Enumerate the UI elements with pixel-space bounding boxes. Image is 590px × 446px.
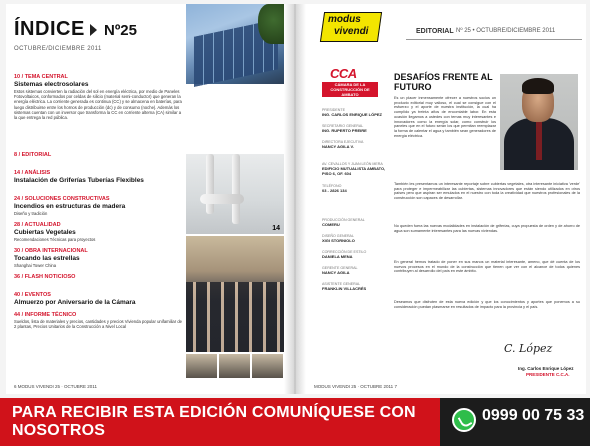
toc-entry: 40 / EVENTOS Almuerzo por Aniversario de la Cámara <box>14 292 136 306</box>
cta-text: PARA RECIBIR ESTA EDICIÓN COMUNÍQUESE CON NOSOTROS <box>12 404 416 439</box>
cca-logo: CCA CÁMARA DE LA CONSTRUCCIÓN DE AMBATO <box>322 66 378 100</box>
page-footer: MODUS VIVENDI 25 · OCTUBRE 2011 7 <box>314 384 397 389</box>
staff-entry: ASISTENTE GENERAL FRANKLIN VILLACRÉS <box>322 282 367 292</box>
staff-entry: DIRECTORA EJECUTIVA NANCY AGILA V. <box>322 140 364 150</box>
event-group-photo <box>186 236 284 352</box>
signature: C. López <box>504 342 553 355</box>
staff-entry: DISEÑO GENERAL XIGI STORNIOLO <box>322 234 355 244</box>
signer-role: PRESIDENTE C.C.A. <box>526 372 570 377</box>
divider <box>406 39 582 40</box>
issue-number: Nº25 <box>104 22 137 39</box>
article-paragraph: Deseamos que disfruten de esta nueva edición y que los conocimientos y aportes que ponemos a su consideración puedan plasmarse en resultados de impacto para la provincia y el país. <box>394 300 580 309</box>
editorial-page <box>306 4 586 394</box>
page-gutter <box>284 4 306 394</box>
staff-entry: SECRETARIO GENERAL ING. RUPERTO PREIRE <box>322 124 367 134</box>
article-paragraph: No queden fuera las nuevas modalidades en instalación de griferías, cuya propuesta de orden y de ahorro de agua son sumamente interesantes para las nuevas viviendas. <box>394 224 580 233</box>
article-paragraph: También les presentamos un interesante reportaje sobre cubiertas vegetales, otra interesante iniciativa 'verde' para proteger e impermeabilizar las cubiertas, sistemas innovadores que están siendo utilizados en otros países pero que aspiran ser emulados en el nuestro con toda la creatividad que nuestros profesionales de la construcción son capaces de desarrollar. <box>394 182 580 201</box>
event-thumb-photo <box>186 354 217 378</box>
toc-entry: 44 / INFORME TÉCNICO Sueldos, lista de materiales y precios, cantidades y precios Vivienda popular unifamiliar de 2 plantas, Precios Unitarios de la Construcción a Nivel Local <box>14 312 182 330</box>
modus-vivendi-logo: modus vivendi <box>322 12 380 42</box>
staff-entry: PRODUCCIÓN GENERAL COMERU <box>322 218 365 228</box>
solar-panels-photo <box>186 4 284 84</box>
phone-number[interactable]: 0999 00 75 33 <box>482 407 585 424</box>
staff-entry: CORRECCIÓN DE ESTILO DANIELA MENA <box>322 250 367 260</box>
staff-entry: TELÉFONO 03 - 2826 134 <box>322 184 347 194</box>
index-page <box>6 4 284 394</box>
event-thumb-photo <box>252 354 283 378</box>
toc-entry: 36 / FLASH NOTICIOSO <box>14 274 76 280</box>
event-thumb-photo <box>219 354 250 378</box>
toc-entry: 28 / ACTUALIDAD Cubiertas Vegetales Recomendaciones Técnicas para proyectos <box>14 222 96 242</box>
article-title: DESAFÍOS FRENTE AL FUTURO <box>394 72 493 92</box>
staff-entry: AV. CEVALLOS Y JUAN LEÓN MERA EDIFICIO MUTUALISTA AMBATO, PISO 6, OF. 604 <box>322 162 386 177</box>
toc-entry: 24 / SOLUCIONES CONSTRUCTIVAS Incendios en estructuras de madera Diseño y tradición <box>14 196 126 216</box>
signer-name: Ing. Carlos Enrique López <box>518 366 574 371</box>
toc-entry: 14 / ANÁLISIS Instalación de Griferías Tuberías Flexibles <box>14 170 144 184</box>
president-portrait-photo <box>500 74 578 170</box>
article-paragraph: Es un placer inmensamente ofrecer a nuestros socios un producto editorial muy valioso, el cual se consigue con el esfuerzo y el aporte de nuestra institución, la cual ha cumplido ya treinta años de encomiable labor. En esta ocasión llegamos a ustedes con temas muy interesantes e innovadores como la energía solar, como construir los paneles que en el futuro serán los que permitan reemplazar la forma de calentar el agua y también sean generadores de energía eléctrica. <box>394 96 496 138</box>
arrow-right-icon <box>90 24 97 36</box>
page-footer: 6 MODUS VIVENDI 25 · OCTUBRE 2011 <box>14 384 97 389</box>
whatsapp-icon <box>452 408 476 432</box>
toc-entry: 30 / OBRA INTERNACIONAL Tocando las estrellas Shanghai Tower China <box>14 248 88 268</box>
staff-entry: PRESIDENTE ING. CARLOS ENRIQUE LÓPEZ <box>322 108 383 118</box>
issue-date: OCTUBRE/DICIEMBRE 2011 <box>14 46 102 52</box>
article-paragraph: En general hemos tratado de poner en sus manos un material interesante, ameno, que dé cuenta de los nuevos procesos en el mundo de la construcción que tienen que ver con el alcance de todos quienes contribuyen al desarrollo del país en este ámbito. <box>394 260 580 274</box>
section-label: EDITORIAL <box>416 28 454 35</box>
plumbing-photo: 14 <box>186 154 284 234</box>
index-title: ÍNDICE <box>14 18 85 40</box>
toc-entry: 8 / EDITORIAL <box>14 152 52 158</box>
issue-info: Nº 25 • OCTUBRE/DICIEMBRE 2011 <box>456 28 556 34</box>
staff-entry: GERENTE GENERAL NANCY AGILA <box>322 266 358 276</box>
toc-entry: 10 / TEMA CENTRAL Sistemas electrosolares Estos sistemas convierten la radiación del sol en energía eléctrica, por medio de Paneles Fotovoltaicos, conformados por celdas de silicio (material semi-conductor) que generan la energía eléctrica. La corriente generada es continua (CC) y se almacena en baterías, para luego distribuirse entre los hornos de producción (dc) y de consumo (noche). Además los sistemas cuentan con un inversor que transforma la CC en corriente alterna (CA) similar a la que entrega la red pública. <box>14 74 182 121</box>
